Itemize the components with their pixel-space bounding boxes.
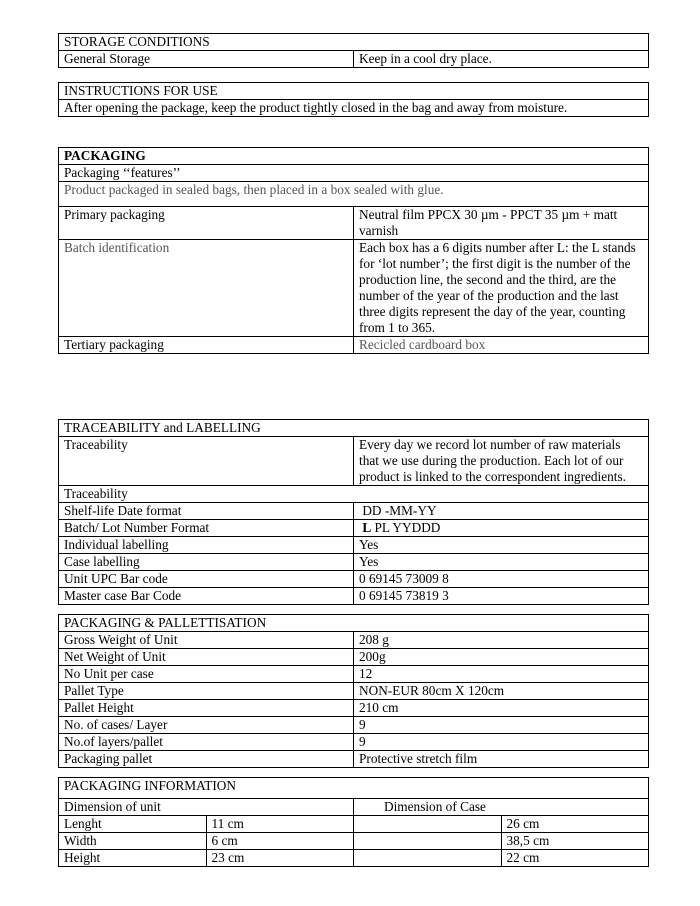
packaging-features-label: Packaging ‘‘features’’	[59, 165, 649, 182]
batch-lot-format: PL YYDDD	[374, 520, 441, 535]
shelf-life-label: Shelf-life Date format	[59, 503, 354, 520]
traceability-value: Every day we record lot number of raw materials that we use during the production. Each lot of our product is linked to the correspondent ingredients.	[354, 437, 649, 486]
traceability-title: TRACEABILITY and LABELLING	[59, 420, 649, 437]
units-per-case-value: 12	[354, 666, 649, 683]
shelf-life-value-text: DD -MM-YY	[362, 503, 437, 518]
dimension-case-header: Dimension of Case	[354, 799, 649, 816]
height-case-empty	[354, 850, 502, 867]
batch-lot-label: Batch/ Lot Number Format	[59, 520, 354, 537]
unit-upc-label: Unit UPC Bar code	[59, 571, 354, 588]
pallet-type-label: Pallet Type	[59, 683, 354, 700]
width-unit: 6 cm	[206, 833, 354, 850]
batch-lot-value	[354, 520, 649, 537]
packaging-info-table	[58, 777, 649, 867]
storage-conditions-table	[58, 33, 649, 68]
length-unit: 11 cm	[206, 816, 354, 833]
packaging-pallet-label: Packaging pallet	[59, 751, 354, 768]
layers-per-pallet-label: No.of layers/pallet	[59, 734, 354, 751]
batch-identification-value: Each box has a 6 digits number after L: the L stands for ‘lot number’; the first digit is the number of the production line, the second and the third, are the number of the year of the production and the last three digits represent the day of the year, counting from 1 to 365.	[354, 240, 649, 337]
storage-value: Keep in a cool dry place.	[354, 51, 649, 68]
length-label: Lenght	[59, 816, 207, 833]
traceability-label: Traceability	[59, 437, 354, 486]
height-unit: 23 cm	[206, 850, 354, 867]
master-case-barcode-label: Master case Bar Code	[59, 588, 354, 605]
length-case: 26 cm	[501, 816, 649, 833]
gross-weight-label: Gross Weight of Unit	[59, 632, 354, 649]
batch-identification-label: Batch identification	[59, 240, 354, 337]
palletisation-title: PACKAGING & PALLETTISATION	[59, 615, 649, 632]
width-case-empty	[354, 833, 502, 850]
packaging-info-title: PACKAGING INFORMATION	[59, 778, 649, 799]
packaging-table	[58, 147, 649, 354]
master-case-barcode-value: 0 69145 73819 3	[354, 588, 649, 605]
primary-packaging-value: Neutral film PPCX 30 µm - PPCT 35 µm + matt varnish	[354, 207, 649, 240]
unit-upc-value: 0 69145 73009 8	[354, 571, 649, 588]
gross-weight-value: 208 g	[354, 632, 649, 649]
instructions-text: After opening the package, keep the product tightly closed in the bag and away from moisture.	[59, 100, 649, 117]
storage-title: STORAGE CONDITIONS	[59, 34, 649, 51]
length-case-empty	[354, 816, 502, 833]
palletisation-table	[58, 614, 649, 768]
net-weight-label: Net Weight of Unit	[59, 649, 354, 666]
shelf-life-value	[354, 503, 649, 520]
tertiary-packaging-value: Recicled cardboard box	[354, 337, 649, 354]
individual-labelling-label: Individual labelling	[59, 537, 354, 554]
packaging-features-text: Product packaged in sealed bags, then placed in a box sealed with glue.	[59, 182, 649, 207]
traceability-label-2: Traceability	[59, 486, 649, 503]
packaging-pallet-value: Protective stretch film	[354, 751, 649, 768]
pallet-height-value: 210 cm	[354, 700, 649, 717]
instructions-table	[58, 82, 649, 117]
net-weight-value: 200g	[354, 649, 649, 666]
width-case: 38,5 cm	[501, 833, 649, 850]
packaging-title: PACKAGING	[59, 148, 649, 165]
case-labelling-value: Yes	[354, 554, 649, 571]
cases-per-layer-value: 9	[354, 717, 649, 734]
dimension-unit-header: Dimension of unit	[59, 799, 354, 816]
case-labelling-label: Case labelling	[59, 554, 354, 571]
height-label: Height	[59, 850, 207, 867]
storage-label: General Storage	[59, 51, 354, 68]
individual-labelling-value: Yes	[354, 537, 649, 554]
pallet-type-value: NON-EUR 80cm X 120cm	[354, 683, 649, 700]
layers-per-pallet-value: 9	[354, 734, 649, 751]
width-label: Width	[59, 833, 207, 850]
traceability-table	[58, 419, 649, 605]
height-case: 22 cm	[501, 850, 649, 867]
pallet-height-label: Pallet Height	[59, 700, 354, 717]
cases-per-layer-label: No. of cases/ Layer	[59, 717, 354, 734]
instructions-title: INSTRUCTIONS FOR USE	[59, 83, 649, 100]
tertiary-packaging-label: Tertiary packaging	[59, 337, 354, 354]
units-per-case-label: No Unit per case	[59, 666, 354, 683]
batch-lot-prefix: L	[362, 520, 372, 535]
primary-packaging-label: Primary packaging	[59, 207, 354, 240]
